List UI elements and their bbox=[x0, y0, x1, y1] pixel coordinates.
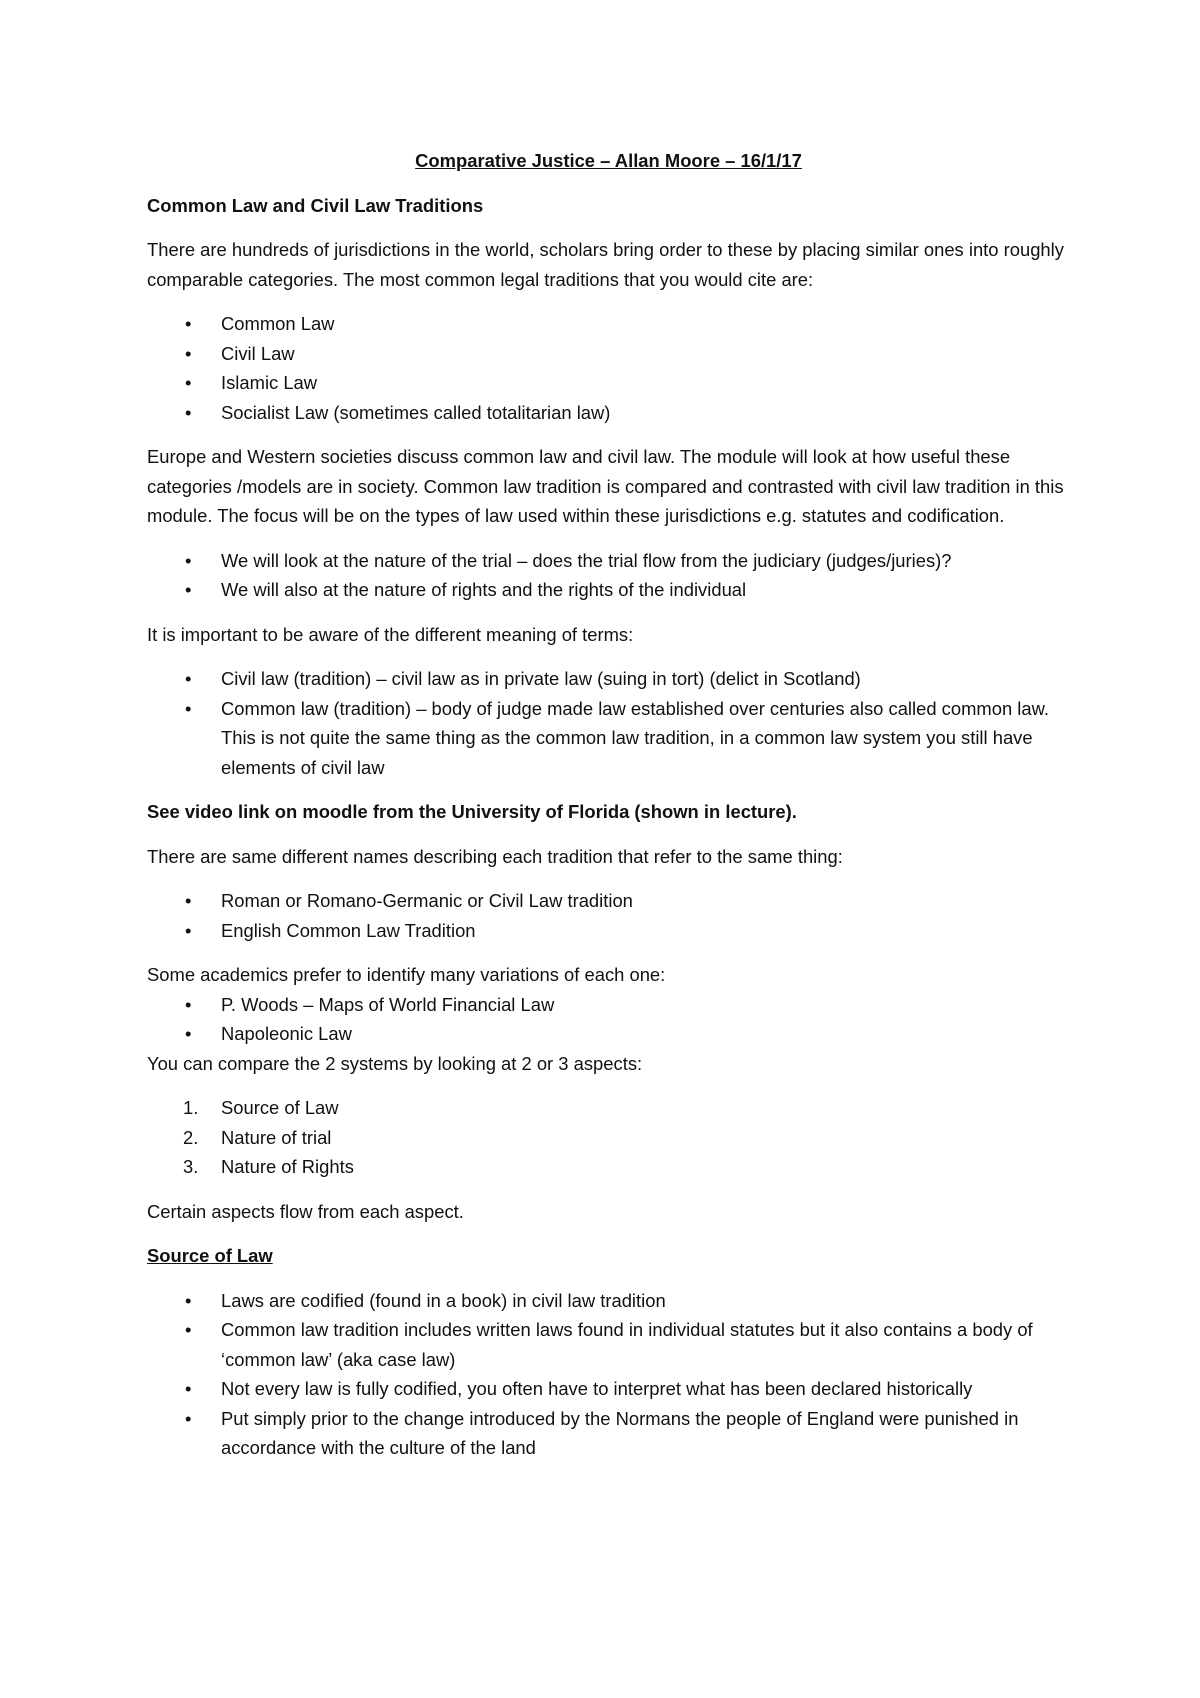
list-item: • Napoleonic Law bbox=[147, 1019, 1070, 1049]
list-names bbox=[147, 886, 1070, 945]
bullet-icon: • bbox=[185, 890, 192, 911]
paragraph-names: There are same different names describing each tradition that refer to the same thing: bbox=[147, 845, 843, 867]
list-item: • Laws are codified (found in a book) in civil law tradition bbox=[147, 1286, 1070, 1316]
list-number: 2. bbox=[183, 1126, 199, 1148]
bullet-icon: • bbox=[185, 579, 192, 600]
list-number: 1. bbox=[183, 1097, 199, 1118]
paragraph-intro: There are hundreds of jurisdictions in the world, scholars bring order to these by placing similar ones into roughly comparable categories. The most common legal traditions that you would cite are: bbox=[147, 239, 1064, 290]
bullet-icon: • bbox=[185, 549, 192, 571]
bullet-icon: • bbox=[185, 1023, 192, 1044]
bullet-icon: • bbox=[185, 1407, 192, 1429]
list-aspects bbox=[147, 1093, 1070, 1182]
list-item: • Civil law (tradition) – civil law as in private law (suing in tort) (delict in Scotland) bbox=[147, 664, 1070, 694]
list-item: • Common law (tradition) – body of judge made law established over centuries also called common law. This is not quite the same thing as the common law tradition, in a common law system you still have elements of civil law bbox=[147, 694, 1070, 783]
document-title: Comparative Justice – Allan Moore – 16/1/17 bbox=[415, 150, 802, 171]
list-traditions bbox=[147, 309, 1070, 427]
bullet-icon: • bbox=[185, 372, 192, 393]
bullet-icon: • bbox=[185, 668, 192, 689]
paragraph-certain: Certain aspects flow from each aspect. bbox=[147, 1200, 464, 1222]
list-item: • Not every law is fully codified, you often have to interpret what has been declared historically bbox=[147, 1374, 1070, 1404]
list-item: • Common Law bbox=[147, 309, 1070, 339]
bullet-icon: • bbox=[185, 993, 192, 1015]
heading-source-of-law: Source of Law bbox=[147, 1245, 273, 1266]
bullet-icon: • bbox=[185, 1289, 192, 1311]
paragraph-terms: It is important to be aware of the different meaning of terms: bbox=[147, 623, 634, 645]
bullet-icon: • bbox=[185, 342, 192, 364]
list-item: • P. Woods – Maps of World Financial Law bbox=[147, 990, 1070, 1020]
list-item: • English Common Law Tradition bbox=[147, 916, 1070, 946]
list-item: • Civil Law bbox=[147, 339, 1070, 369]
list-item: • Common law tradition includes written laws found in individual statutes but it also contains a body of ‘common law’ (aka case law) bbox=[147, 1315, 1070, 1374]
list-item: • Roman or Romano-Germanic or Civil Law tradition bbox=[147, 886, 1070, 916]
list-look bbox=[147, 546, 1070, 605]
list-item: • Put simply prior to the change introduced by the Normans the people of England were punished in accordance with the culture of the land bbox=[147, 1404, 1070, 1463]
list-item: 1. Source of Law bbox=[147, 1093, 1070, 1123]
list-source bbox=[147, 1286, 1070, 1463]
list-terms bbox=[147, 664, 1070, 782]
list-academics bbox=[147, 990, 1070, 1049]
list-item: • Islamic Law bbox=[147, 368, 1070, 398]
bullet-icon: • bbox=[185, 697, 192, 719]
paragraph-academics: Some academics prefer to identify many variations of each one: bbox=[147, 964, 666, 985]
bullet-icon: • bbox=[185, 1319, 192, 1340]
list-item: 2. Nature of trial bbox=[147, 1123, 1070, 1153]
list-item: • Socialist Law (sometimes called totalitarian law) bbox=[147, 398, 1070, 428]
bullet-icon: • bbox=[185, 401, 192, 423]
list-item: 3. Nature of Rights bbox=[147, 1152, 1070, 1182]
bullet-icon: • bbox=[185, 313, 192, 334]
list-number: 3. bbox=[183, 1156, 199, 1177]
list-item: • We will also at the nature of rights and the rights of the individual bbox=[147, 575, 1070, 605]
paragraph-compare: You can compare the 2 systems by looking at 2 or 3 aspects: bbox=[147, 1052, 643, 1074]
list-item: • We will look at the nature of the trial – does the trial flow from the judiciary (judges/juries)? bbox=[147, 546, 1070, 576]
paragraph-europe: Europe and Western societies discuss common law and civil law. The module will look at how useful these categories /models are in society. Common law tradition is compared and contrasted with civil law tradition in this module. The focus will be on the types of law used within these jurisdictions e.g. statutes and codification. bbox=[147, 446, 1064, 526]
heading-traditions: Common Law and Civil Law Traditions bbox=[147, 194, 484, 216]
bullet-icon: • bbox=[185, 919, 192, 941]
paragraph-video-link: See video link on moodle from the University of Florida (shown in lecture). bbox=[147, 801, 797, 822]
bullet-icon: • bbox=[185, 1378, 192, 1399]
